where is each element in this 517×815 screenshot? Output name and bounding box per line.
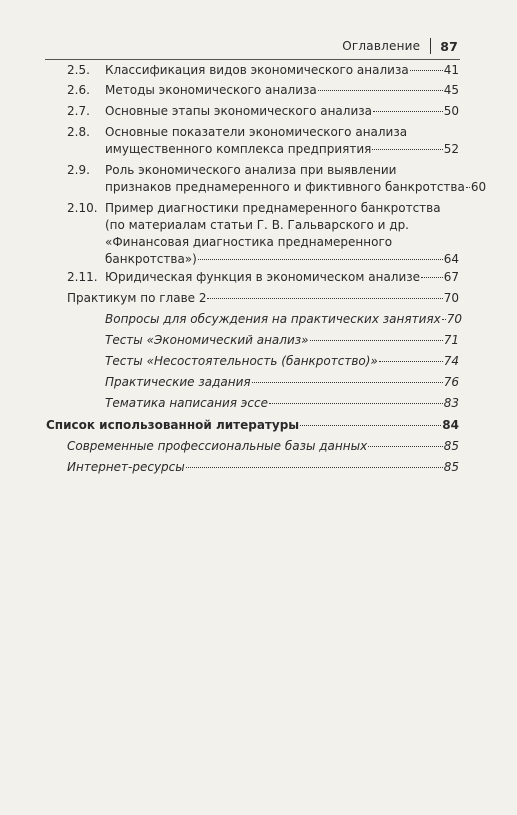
toc-title: Практические задания — [105, 375, 251, 389]
toc-leader — [310, 340, 443, 341]
toc-title: Основные этапы экономического анализа — [105, 104, 372, 118]
toc-page: 70 — [446, 312, 462, 326]
toc-page: 71 — [443, 333, 459, 347]
toc-page: 41 — [443, 63, 459, 77]
header-rule — [45, 59, 460, 60]
toc-page: 70 — [443, 291, 459, 305]
toc-page: 52 — [443, 142, 459, 156]
toc-number: 2.11. — [67, 270, 98, 284]
toc-page: 50 — [443, 104, 459, 118]
toc-leader — [300, 425, 441, 426]
toc-page: 67 — [443, 270, 459, 284]
toc-number: 2.9. — [67, 163, 90, 177]
toc-leader — [466, 187, 470, 188]
toc-page: 74 — [443, 354, 459, 368]
toc-title: Практикум по главе 2 — [67, 291, 207, 305]
toc-leader — [252, 382, 443, 383]
toc-title-line: Пример диагностики преднамеренного банкротства — [105, 201, 441, 215]
toc-title: Юридическая функция в экономическом анализе — [105, 270, 421, 284]
toc-title-line: «Финансовая диагностика преднамеренного — [105, 235, 393, 249]
header-title: Оглавление — [342, 39, 421, 53]
toc-page: 76 — [443, 375, 459, 389]
toc-number: 2.7. — [67, 104, 90, 118]
toc-title: Вопросы для обсуждения на практических занятиях — [105, 312, 441, 326]
toc-leader — [186, 467, 443, 468]
toc-title-line: (по материалам статьи Г. В. Гальварского и др. — [105, 218, 409, 232]
toc-number: 2.6. — [67, 83, 90, 97]
toc-title: Тесты «Несостоятельность (банкротство)» — [105, 354, 378, 368]
toc-leader — [198, 259, 443, 260]
toc-title: имущественного комплекса предприятия — [105, 142, 372, 156]
toc-title: Список использованной литературы — [46, 418, 300, 432]
toc-page: 85 — [443, 439, 459, 453]
toc-title-line: Основные показатели экономического анализа — [105, 125, 408, 139]
toc-leader — [373, 111, 443, 112]
header-page-number: 87 — [440, 38, 458, 54]
toc-title: Современные профессиональные базы данных — [67, 439, 368, 453]
toc-title: признаков преднамеренного и фиктивного банкротства — [105, 180, 465, 194]
toc-leader — [372, 149, 442, 150]
toc-page: 60 — [470, 180, 487, 194]
toc-title: банкротства») — [105, 252, 197, 266]
header-separator — [430, 38, 431, 54]
toc-number: 2.10. — [67, 201, 98, 215]
toc-page: 84 — [442, 418, 459, 432]
toc-title: Интернет-ресурсы — [67, 460, 185, 474]
toc-number: 2.5. — [67, 63, 90, 77]
toc-number: 2.8. — [67, 125, 90, 139]
toc-leader — [269, 403, 443, 404]
toc-page: 83 — [443, 396, 459, 410]
toc-leader — [442, 319, 446, 320]
toc-title-line: Роль экономического анализа при выявлении — [105, 163, 397, 177]
toc-page: 45 — [443, 83, 459, 97]
toc-leader — [421, 277, 443, 278]
toc-title: Методы экономического анализа — [105, 83, 317, 97]
toc-leader — [379, 361, 443, 362]
toc-title: Тематика написания эссе — [105, 396, 268, 410]
toc-title: Тесты «Экономический анализ» — [105, 333, 309, 347]
toc-leader — [368, 446, 443, 447]
toc-leader — [410, 70, 443, 71]
toc-leader — [318, 90, 443, 91]
running-header — [0, 38, 458, 54]
toc-title: Классификация видов экономического анализа — [105, 63, 409, 77]
toc-page: 64 — [443, 252, 459, 266]
toc-page: 85 — [443, 460, 459, 474]
toc-leader — [207, 298, 442, 299]
